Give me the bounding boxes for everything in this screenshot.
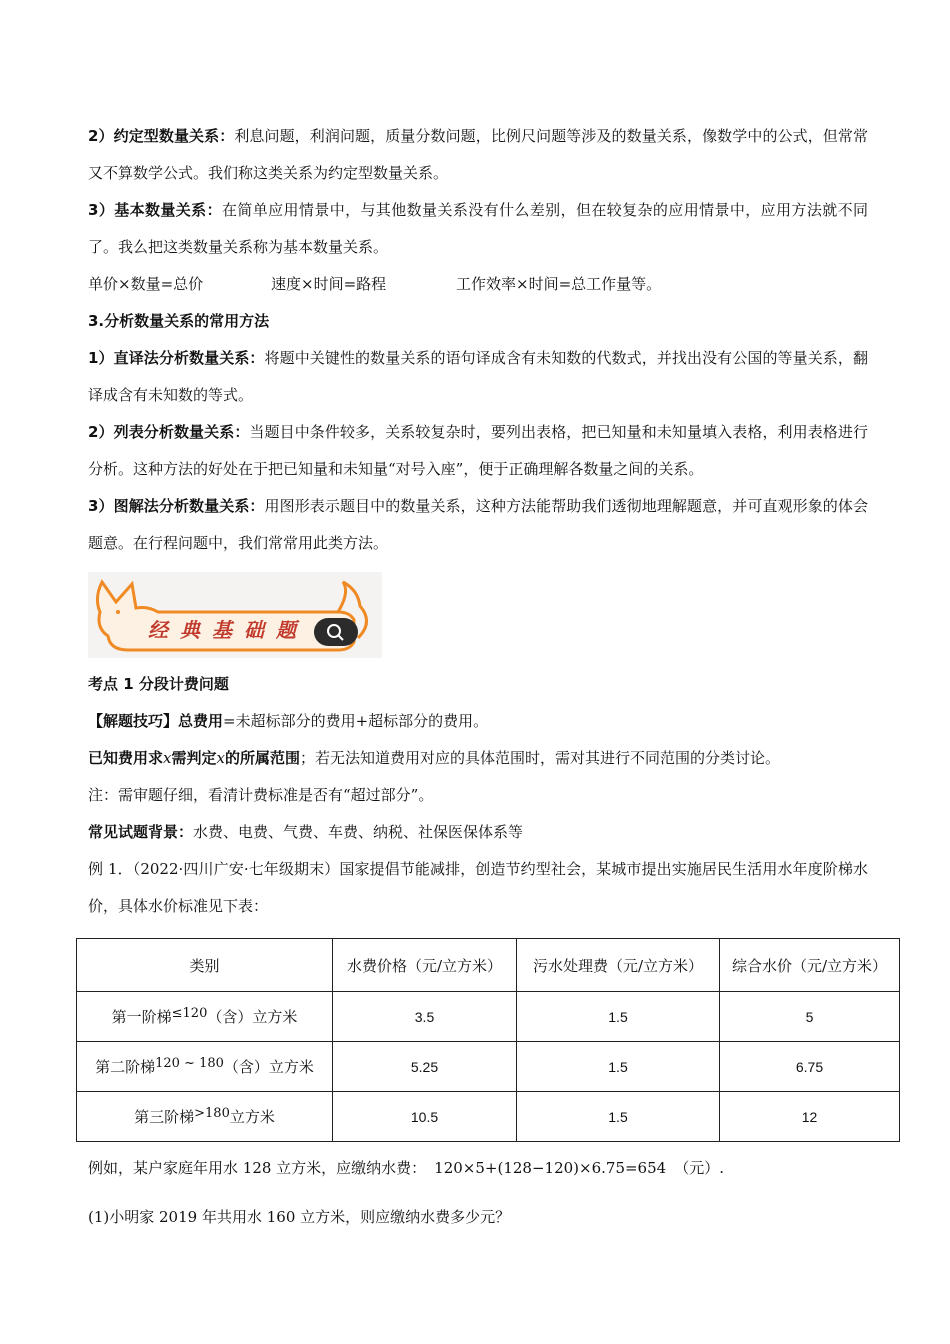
question-1: (1)小明家 2019 年共用水 160 立方米，则应缴纳水费多少元？ [88,1208,511,1226]
after-table [88,1150,888,1236]
paragraph-method-table [88,414,868,488]
table-header-cell: 综合水价（元/立方米） [720,939,900,992]
background-line [88,814,868,851]
example-formula: 120×5+(128−120)×6.75=654 [434,1159,667,1177]
table-cell: 5 [720,992,900,1042]
known-bold: 已知费用求 [88,749,164,767]
paragraph-text: 当题目中条件较多，关系较复杂时，要列出表格，把已知量和未知量填入表格，利用表格进行分析。这种方法的好处在于把已知量和未知量“对号入座”，便于正确理解各数量之间的关系。 [88,423,868,478]
paragraph-method-direct [88,340,868,414]
table-header-row [77,939,900,992]
table-header-cell: 水费价格（元/立方米） [333,939,517,992]
water-price-table [76,938,900,1142]
paragraph-text: 用图形表示题目中的数量关系，这种方法能帮助我们透彻地理解题意，并可直观形象的体会题意。在行程问题中，我们常常用此类方法。 [88,497,868,552]
tier-unit: 立方米 [229,1108,275,1126]
table-cell: 1.5 [517,1092,720,1142]
paragraph-label: 3）基本数量关系： [88,201,222,219]
tier-range: ≤120 [171,1006,208,1021]
variable-x: x [216,749,225,767]
paragraph-text: 利息问题，利润问题，质量分数问题，比例尺问题等涉及的数量关系，像数学中的公式，但常常又不算数学公式。我们称这类关系为约定型数量关系。 [88,127,868,182]
formula-speed: 速度×时间=路程 [271,275,387,293]
search-icon [314,618,358,646]
formula-row [88,266,868,303]
example-calculation [88,1150,888,1187]
table-cell: 6.75 [720,1042,900,1092]
tip-line [88,703,868,740]
paragraph-method-diagram [88,488,868,562]
note-line: 注：需审题仔细，看清计费标准是否有“超过部分”。 [88,786,434,804]
table-row [77,992,900,1042]
paragraph-label: 2）约定型数量关系： [88,127,235,145]
tier-range: 120 ~ 180 [155,1056,224,1071]
tip-bold: 总费用 [178,712,224,730]
variable-x: x [163,749,172,767]
paragraph-label: 2）列表分析数量关系： [88,423,250,441]
table-cell: 1.5 [517,992,720,1042]
table-row [77,1092,900,1142]
tier-name: 第三阶梯 [134,1108,195,1126]
banner-title: 经典基础题 [148,618,308,642]
example-text: 例如，某户家庭年用水 128 立方米，应缴纳水费： [88,1159,427,1177]
paragraph-agreed-relation [88,118,868,192]
table-cell: 1.5 [517,1042,720,1092]
table-cell-tier [77,1092,333,1142]
tier-name: 第一阶梯 [111,1008,172,1026]
tier-unit: （含）立方米 [223,1058,314,1076]
tier-unit: （含）立方米 [207,1008,298,1026]
known-bold: 的所属范围 [224,749,300,767]
paragraph-label: 1）直译法分析数量关系： [88,349,265,367]
formula-price: 单价×数量=总价 [88,275,204,293]
kaodian-title: 考点 1 分段计费问题 [88,675,229,693]
table-cell: 5.25 [333,1042,517,1092]
table-cell: 10.5 [333,1092,517,1142]
tip-label: 【解题技巧】 [88,712,179,730]
formula-work: 工作效率×时间=总工作量等。 [456,275,662,293]
document-body [88,118,868,925]
paragraph-basic-relation [88,192,868,266]
table-header-cell: 污水处理费（元/立方米） [517,939,720,992]
section-banner [88,572,382,658]
tip-text: =未超标部分的费用+超标部分的费用。 [223,712,489,730]
table-header-cell: 类别 [77,939,333,992]
example-unit: （元）. [674,1159,724,1177]
background-label: 常见试题背景： [88,823,194,841]
known-text: ；若无法知道费用对应的具体范围时，需对其进行不同范围的分类讨论。 [299,749,780,767]
table-cell-tier [77,992,333,1042]
section-title: 3.分析数量关系的常用方法 [88,312,270,330]
table-cell-tier [77,1042,333,1092]
known-bold: 需判定 [171,749,217,767]
paragraph-text: 将题中关键性的数量关系的语句译成含有未知数的代数式，并找出没有公国的等量关系，翻译成含有未知数的等式。 [88,349,868,404]
paragraph-text: 在简单应用情景中，与其他数量关系没有什么差别，但在较复杂的应用情景中，应用方法就不同了。我么把这类数量关系称为基本数量关系。 [88,201,868,256]
known-line [88,740,868,777]
table-cell: 3.5 [333,992,517,1042]
table-row [77,1042,900,1092]
tier-name: 第二阶梯 [95,1058,156,1076]
tier-range: >180 [194,1106,230,1121]
table-cell: 12 [720,1092,900,1142]
example-intro: 例 1．（2022·四川广安·七年级期末）国家提倡节能减排，创造节约型社会，某城市提出实施居民生活用水年度阶梯水价，具体水价标准见下表： [88,860,868,915]
paragraph-label: 3）图解法分析数量关系： [88,497,265,515]
background-text: 水费、电费、气费、车费、纳税、社保医保体系等 [193,823,524,841]
